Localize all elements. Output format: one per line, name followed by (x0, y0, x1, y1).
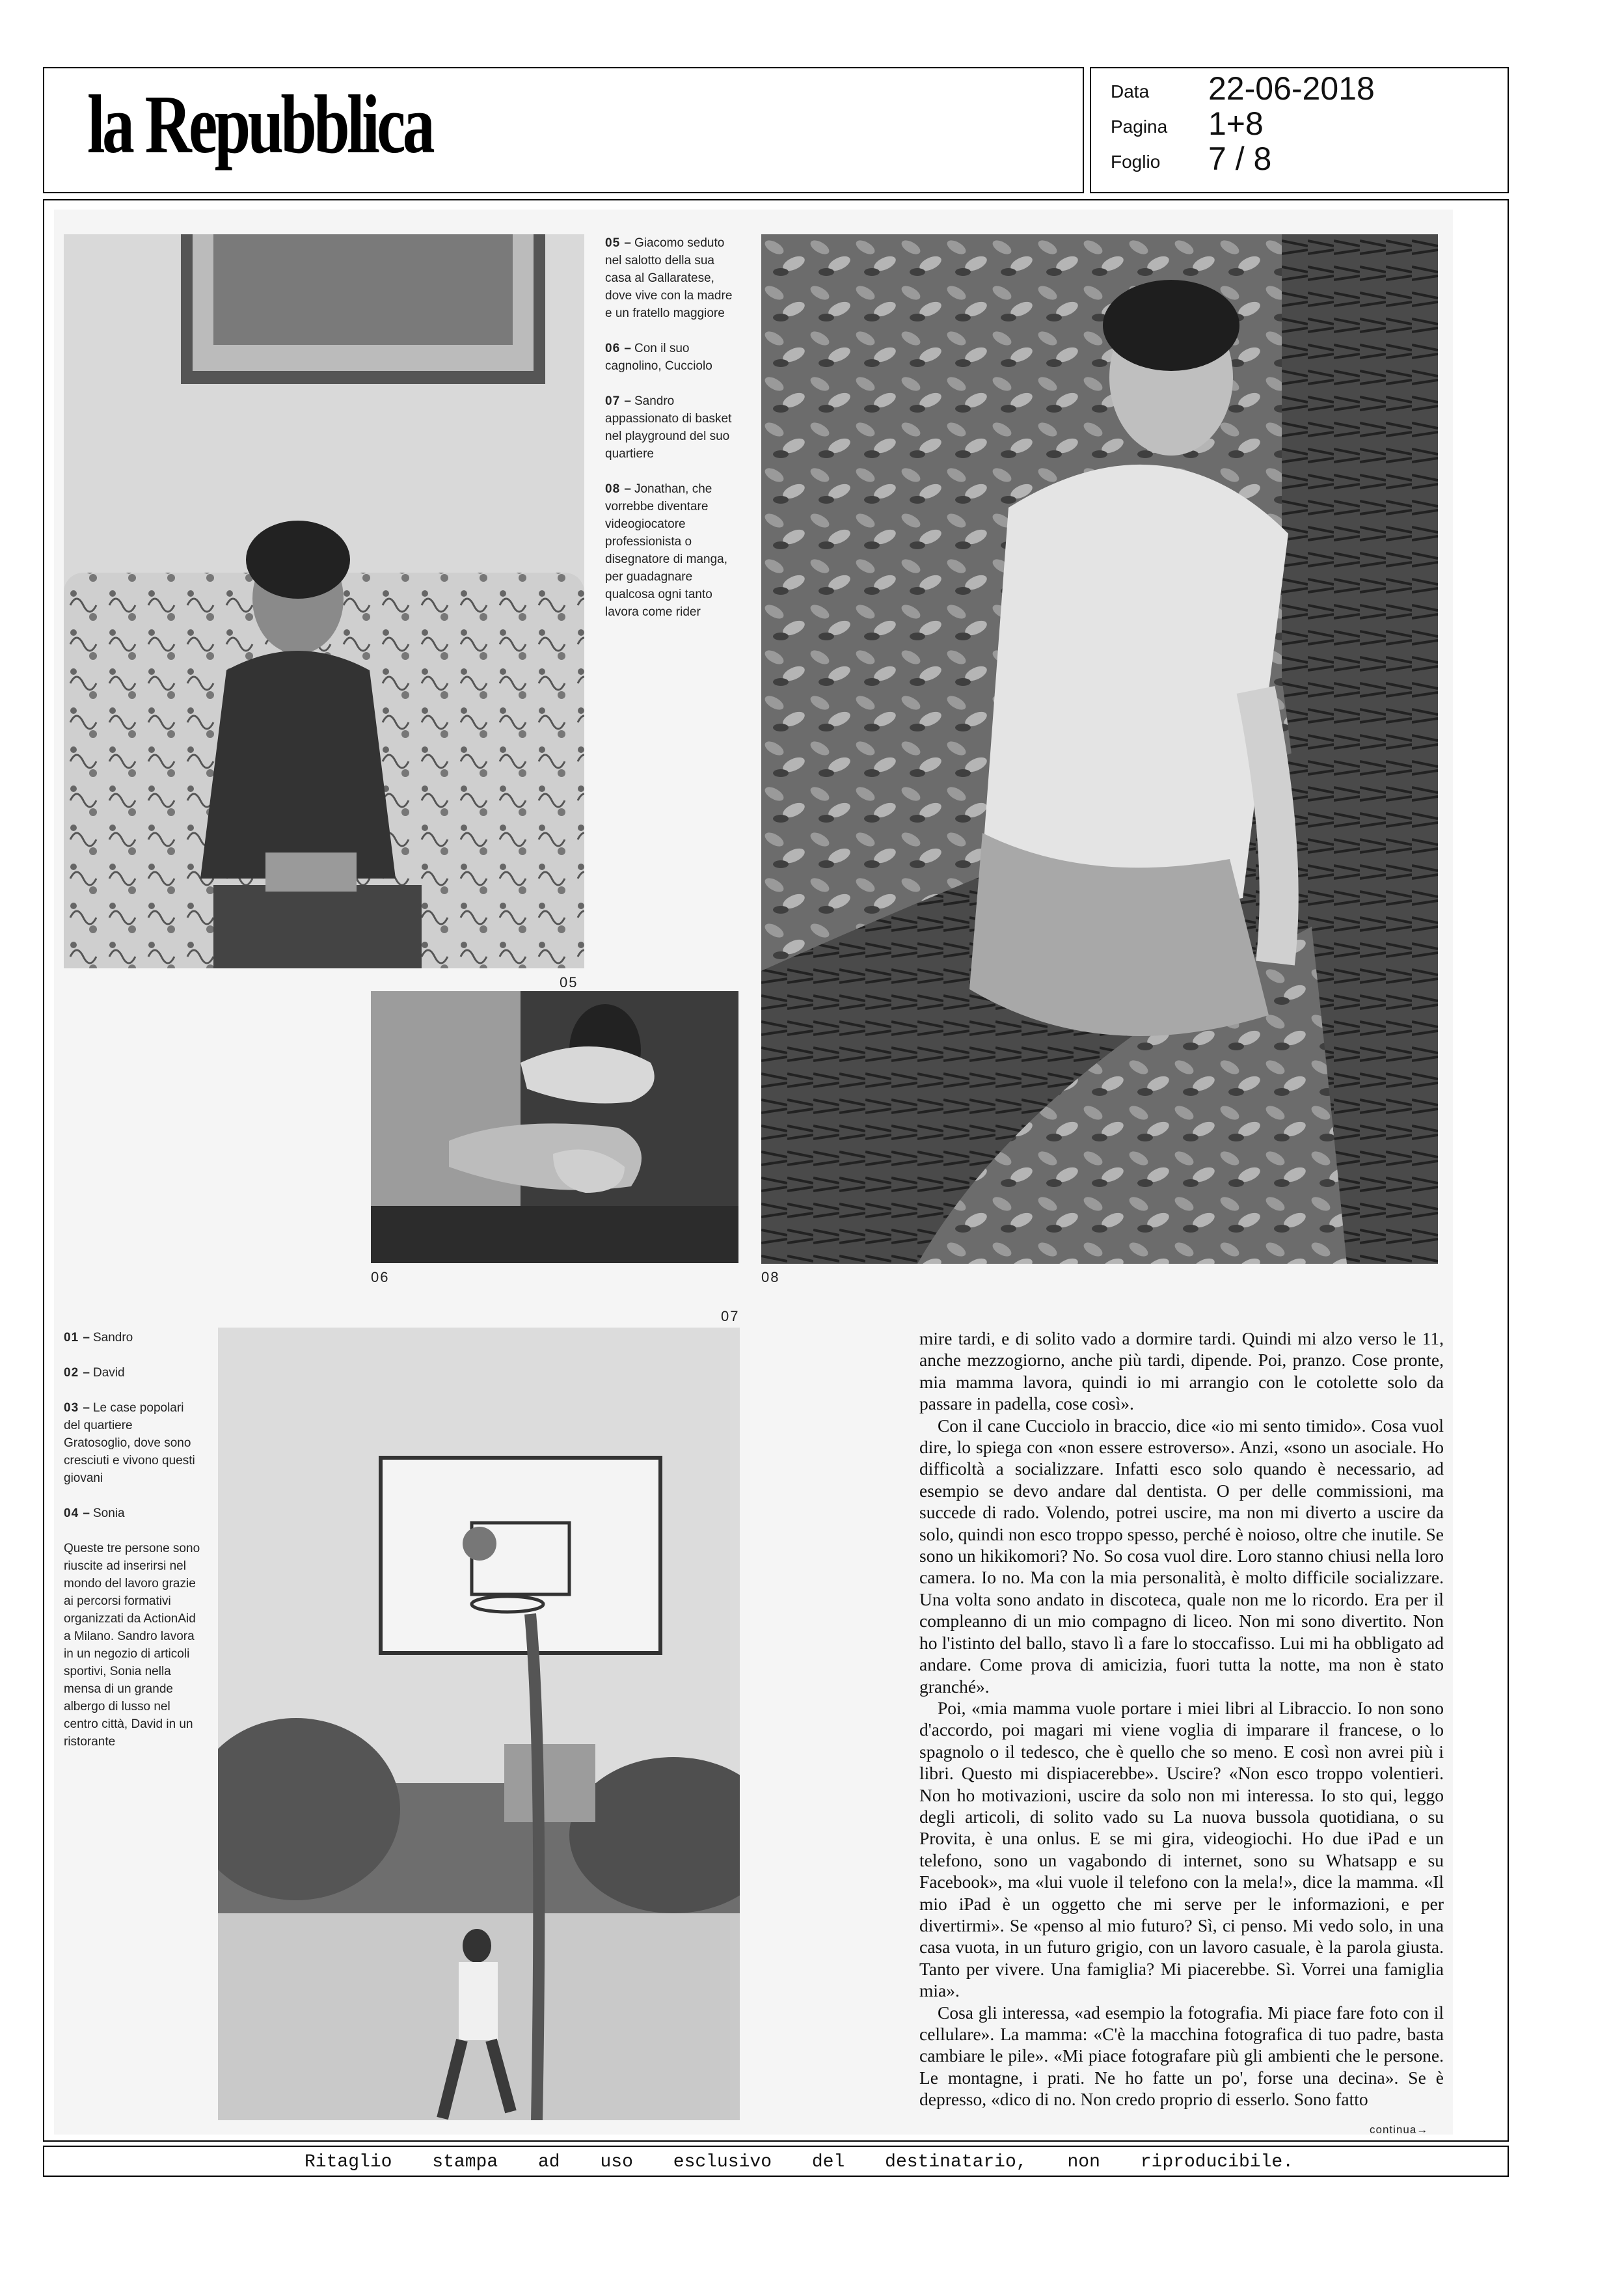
photo-number-06: 06 (371, 1269, 390, 1285)
photo-number-08: 08 (761, 1269, 780, 1285)
metadata-box (1090, 67, 1509, 193)
data-label: Data (1111, 81, 1150, 102)
pagina-label: Pagina (1111, 116, 1168, 137)
photo-sandro-basketball (218, 1328, 740, 2120)
caption-02: 02 – David (64, 1366, 125, 1380)
caption-06: 06 – Con il suo cagnolino, Cucciolo (605, 342, 712, 373)
data-row (1111, 70, 1501, 107)
foglio-value: 7 / 8 (1208, 141, 1272, 177)
caption-05: 05 – Giacomo seduto nel salotto della sua casa al Gallaratese, dove vive con la madre e un fratello maggiore (605, 236, 733, 320)
caption-03: 03 – Le case popolari del quartiere Gratosoglio, dove sono cresciuti e vivono questi giovani (64, 1401, 195, 1485)
photo-dog-cucciolo (371, 991, 738, 1263)
caption-actionaid: Queste tre persone sono riuscite ad inserirsi nel mondo del lavoro grazie ai percorsi formativi organizzati da ActionAid a Milano. Sandro lavora in un negozio di articoli sportivi, Sonia nella mensa di un grande albergo di lusso nel centro città, David in un ristorante (64, 1542, 200, 1749)
captions-top (605, 234, 742, 638)
photo-number-05: 05 (560, 974, 578, 990)
foglio-label: Foglio (1111, 152, 1161, 172)
footer-box (43, 2146, 1509, 2177)
pagina-row (1111, 105, 1501, 143)
newspaper-logo: la Repubblica (87, 78, 433, 171)
caption-04: 04 – Sonia (64, 1507, 125, 1520)
captions-bottom (64, 1329, 200, 1768)
masthead-box (43, 67, 1084, 193)
footer-disclaimer: Ritaglio stampa ad uso esclusivo del destinatario, non riproducibile. (304, 2152, 1293, 2172)
foglio-row (1111, 141, 1501, 178)
data-value: 22-06-2018 (1208, 70, 1375, 107)
caption-01: 01 – Sandro (64, 1331, 133, 1344)
article-body (919, 1328, 1444, 2122)
caption-08: 08 – Jonathan, che vorrebbe diventare videogiocatore professionista o disegnatore di manga, per guadagnare qualcosa ogni tanto lavora come rider (605, 482, 728, 619)
photo-jonathan-tree (761, 234, 1438, 1264)
article-paragraph: mire tardi, e di solito vado a dormire tardi. Quindi mi alzo verso le 11, anche mezzogiorno, anche più tardi, dipende. Poi, pranzo. Cose pronte, mia mamma lavora, quindi io mi arrangio con le cotolette solo da passare in padella, cose così». (919, 1328, 1444, 1414)
photo-number-07: 07 (721, 1308, 740, 1324)
continua-label: continua→ (1370, 2123, 1429, 2136)
article-paragraph: Poi, «mia mamma vuole portare i miei libri al Libraccio. Io non sono d'accordo, poi magari mi viene voglia di imparare il francese, o lo spagnolo o il tedesco, che è quello che so meno. E così non avrei più i libri. Questo mi dispiacerebbe». Uscire? «Non esco troppo volentieri. Non ho motivazioni, uscire da solo non mi interessa. Io sto qui, leggo degli articoli, di solito vado su La nuova bussola quotidiana, o su Provita, è una onlus. E se mi gira, videogiochi. Ho due iPad e un telefono, sono un vagabondo di internet, sono su Whatsapp e su Facebook», ma «lui vuole il telefono con la mela!», dice la mamma. «Il mio iPad è un oggetto che mi serve per le informazioni, e per divertirmi». Se «penso al mio futuro? Sì, ci penso. Mi vedo solo, in una casa vuota, in un futuro grigio, con un lavoro casuale, è la parola giusta. Tanto per vivere. Una famiglia? Mi piacerebbe. Sì. Vorrei una famiglia mia». (919, 1697, 1444, 2001)
caption-07: 07 – Sandro appassionato di basket nel playground del suo quartiere (605, 394, 732, 461)
photo-giacomo-sofa (64, 234, 584, 968)
article-paragraph: Con il cane Cucciolo in braccio, dice «io mi sento timido». Cosa vuol dire, lo spiega con «non essere estroverso». Anzi, «sono un asociale. Ho difficoltà a socializzare. Infatti esco solo quando è necessario, ad esempio se devo andare dal dentista. O per delle commissioni, ma succede di rado. Volendo, potrei uscire, ma non mi diverto a uscire da solo, quindi non esco troppo spesso, perché è noioso, oltre che inutile. Se sono un hikikomori? No. So cosa vuol dire. Loro stanno chiusi nella loro camera. Io no. Ma con la mia personalità, è molto difficile socializzare. Una volta sono andato in discoteca, quale non me lo ricordo. Era per il compleanno di un mio compagno di liceo. Non mi sono divertito. Non ho l'istinto del ballo, stavo lì a fare lo stoccafisso. Lui mi ha obbligato ad andare. Come prova di amicizia, fuori tutta la notte, ma non è stato granché». (919, 1415, 1444, 1697)
article-paragraph: Cosa gli interessa, «ad esempio la fotografia. Mi piace fare foto con il cellulare». La mamma: «C'è la macchina fotografica di tuo padre, basta cambiare le pile». «Mi piace fotografare più gli ambienti che le persone. Le montagne, i prati. Ne ho fatte un po', forse una decina». Se è depresso, «dico di no. Non credo proprio di esserlo. Sono fatto (919, 2002, 1444, 2110)
pagina-value: 1+8 (1208, 105, 1264, 142)
